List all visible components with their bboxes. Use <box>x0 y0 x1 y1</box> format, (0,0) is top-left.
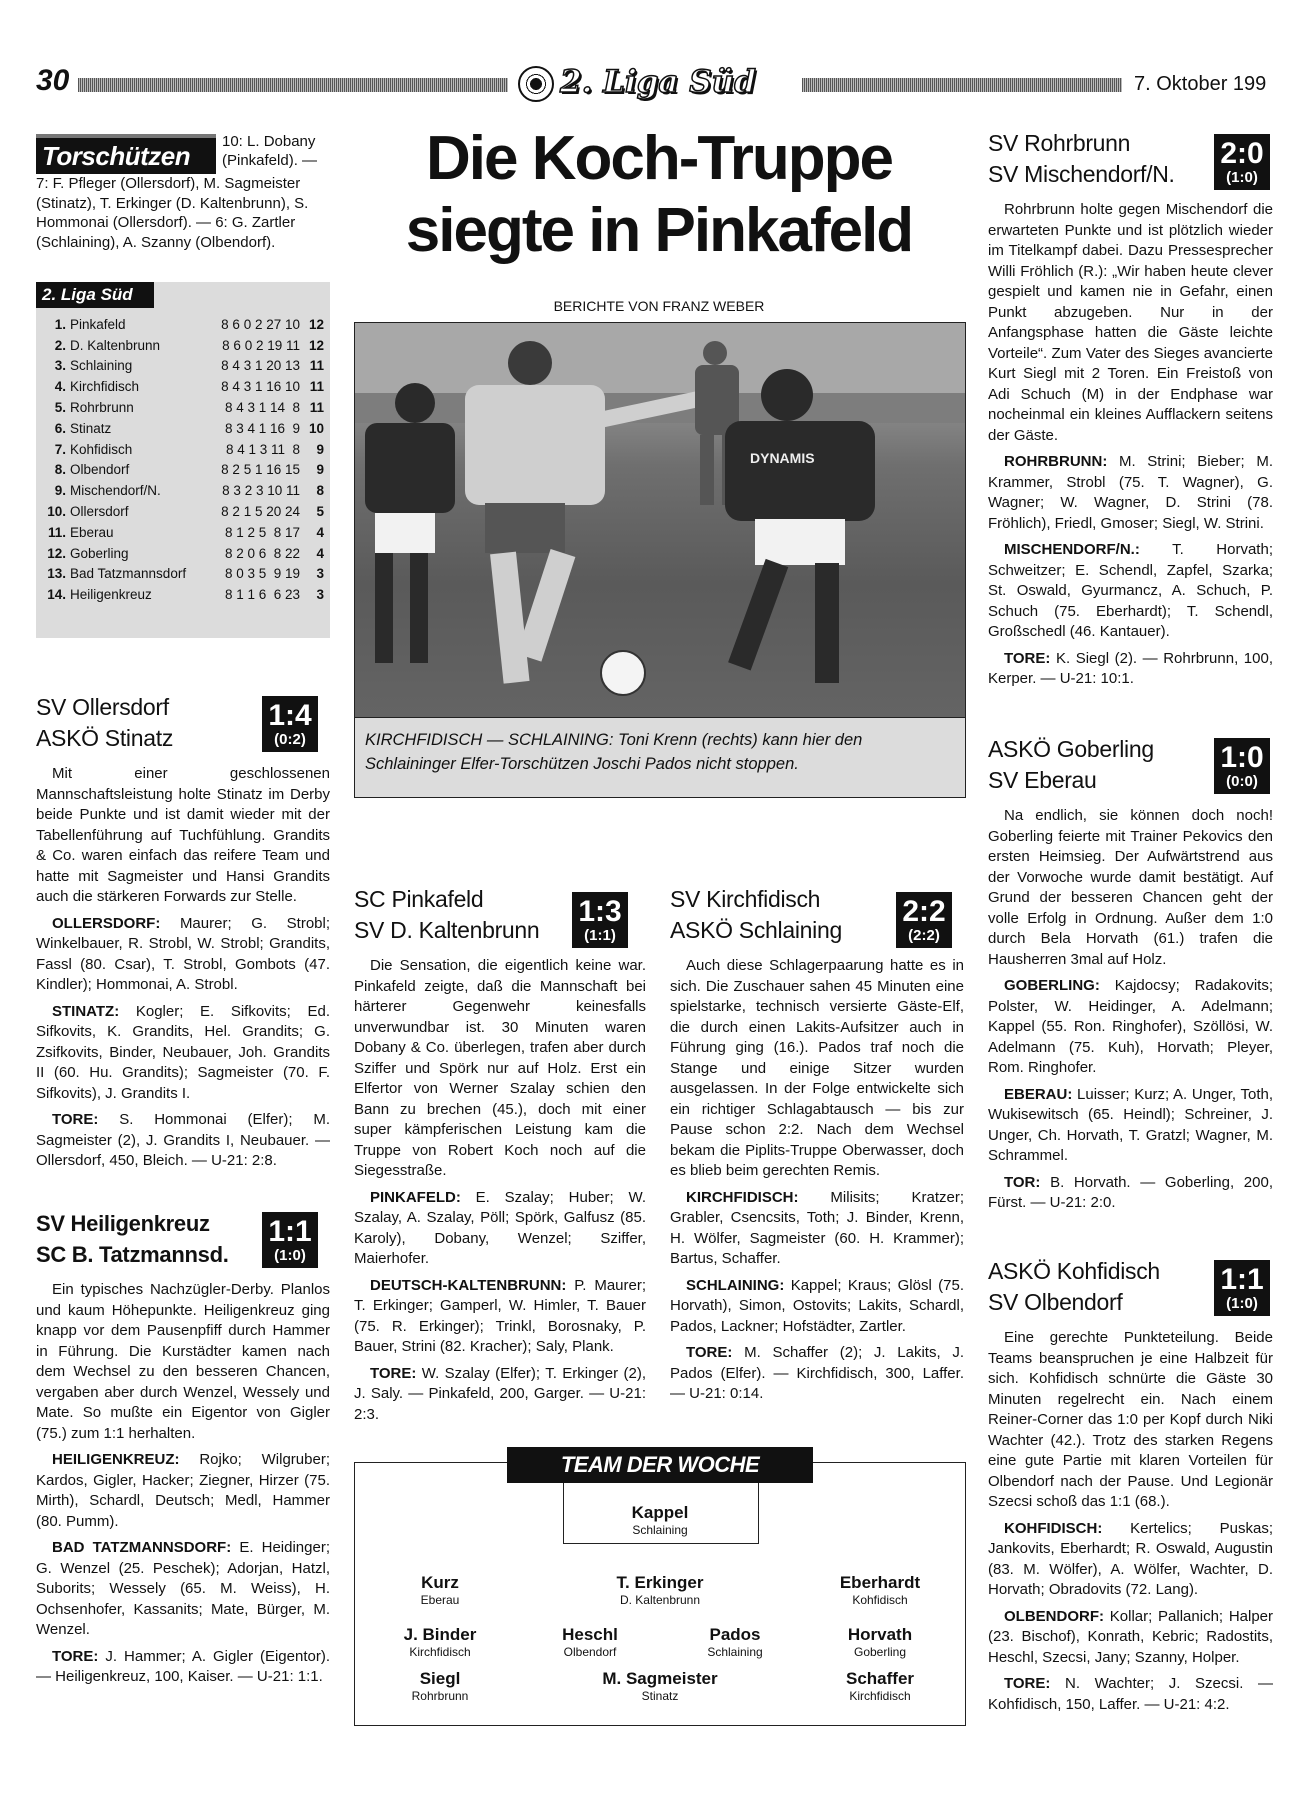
match-pinkafeld <box>354 884 646 1431</box>
position: 4. <box>54 379 66 395</box>
team-player <box>585 1573 735 1607</box>
team-player <box>660 1625 810 1659</box>
match-report: Die Sensation, die eigentlich keine war. Pinkafeld zeigte, daß die Mannschaft bei härterer Gegenwehr keinesfalls unverwundbar ist. 30 Minuten waren Dobany & Co. überlegen, trafen aber durch Sziffer und Spörk nur auf Holz. Erst ein Elfertor von Werner Szalay schien den Bann zu brechen (45.), doch mit einer super kämpferischen Leistung kam die Truppe von Robert Koch noch auf die Siegesstraße. <box>354 957 646 1179</box>
table-row <box>40 501 326 522</box>
team-stats: 8 2 0 6 8 22 <box>224 545 300 561</box>
team-name: D. Kaltenbrunn <box>70 337 161 353</box>
player-club: Schlaining <box>707 1645 763 1659</box>
torschuetzen-heading: Torschützen <box>36 134 216 174</box>
player-club: Eberau <box>420 1593 460 1607</box>
score-badge: 1:0 (0:0) <box>1214 738 1270 794</box>
score-badge: 1:4 (0:2) <box>262 696 318 752</box>
position: 13. <box>47 566 66 582</box>
lineup-home: KOHFIDISCH: Kertelics; Puskas; Jankovits, Eberhardt; R. Oswald, Augustin (83. M. Wölfer), A. Wölfer, Wachter, D. Horvath; Obradovits (72. Lang). <box>988 1519 1273 1598</box>
player-club: Goberling <box>853 1645 907 1659</box>
position: 3. <box>54 358 66 374</box>
position: 6. <box>54 420 66 436</box>
position: 5. <box>54 400 66 416</box>
torschuetzen-text: 7: F. Pfleger (Ollersdorf), M. Sagmeister (Stinatz), T. Erkinger (D. Kaltenbrunn), S. Hommonai (Ollersdorf). — 6: G. Zartler (Schlaining), A. Szanny (Olbendorf). <box>36 175 309 251</box>
team-stats: 8 4 3 1 14 8 <box>224 400 300 416</box>
points: 4 <box>316 545 324 561</box>
points: 12 <box>308 316 324 332</box>
table-row <box>40 356 326 377</box>
goals: TORE: N. Wachter; J. Szecsi. — Kohfidisch, 150, Laffer. — U-21: 4:2. <box>988 1675 1273 1713</box>
team-stats: 8 6 0 2 27 10 <box>221 316 300 332</box>
header-rule-left <box>78 78 508 92</box>
team-stats: 8 4 1 3 11 8 <box>225 441 300 457</box>
jersey-text: DYNAMIS <box>750 450 815 466</box>
team-stats: 8 4 3 1 20 13 <box>221 358 300 374</box>
team-stats: 8 2 1 5 20 24 <box>221 504 300 520</box>
team-name: Eberau <box>70 524 114 540</box>
section-logo <box>518 66 788 102</box>
points: 11 <box>309 379 324 395</box>
team-stats: 8 1 2 5 8 17 <box>224 524 300 540</box>
points: 11 <box>309 400 324 416</box>
lineup-home: PINKAFELD: E. Szalay; Huber; W. Szalay, A. Szalay, Pöll; Spörk, Galfusz (85. Karoly), Dobany, Wenzel; Sziffer, Maierhofer. <box>354 1188 646 1267</box>
team-stats: 8 0 3 5 9 19 <box>224 566 300 582</box>
lineup-away: BAD TATZMANNSDORF: E. Heidinger; G. Wenzel (25. Peschek); Adorjan, Hatzl, Suborits; Wessely (65. M. Weiss), H. Ochsenhofer, Kassanits; Mate, Bürger, M. Wenzel. <box>36 1539 330 1638</box>
league-table-heading: 2. Liga Süd <box>36 282 154 308</box>
points: 3 <box>316 566 324 582</box>
player-name: Eberhardt <box>839 1573 921 1592</box>
match-report: Auch diese Schlagerpaarung hatte es in sich. Die Zuschauer sahen 45 Minuten eine spielstarke, technisch versierte Gäste-Elf, die durch einen Lakits-Aufsitzer auch in Führung ging (16.). Pados traf noch die Stange und einige Sitzer wurden ausgelassen. In der Folge entwickelte sich ein richtiger Schlagabtausch — bis zur Pause schon 2:2. Nach dem Wechsel bekam die Piplits-Truppe Oberwasser, doch es blieb beim gerechten Remis. <box>670 957 964 1179</box>
table-row <box>40 522 326 543</box>
table-row <box>40 418 326 439</box>
lineup-away: OLBENDORF: Kollar; Pallanich; Halper (23. Bischof), Konrath, Kebric; Radostits, Heschl, Szecsi, Jany; Szanny, Holper. <box>988 1607 1274 1666</box>
team-stats: 8 4 3 1 16 10 <box>221 379 300 395</box>
player-name: Kappel <box>631 1503 689 1522</box>
points: 3 <box>316 587 324 603</box>
position: 10. <box>47 504 66 520</box>
points: 9 <box>316 462 324 478</box>
player-club: Olbendorf <box>563 1645 617 1659</box>
points: 11 <box>309 358 324 374</box>
team-player <box>365 1573 515 1607</box>
position: 2. <box>54 337 66 353</box>
team-name: Kohfidisch <box>70 441 133 457</box>
lineup-away: MISCHENDORF/N.: T. Horvath; Schweitzer; E. Schendl, Zapfel, Szarka; St. Oswald, Gyurmancz, A. Schuch, P. Schuch (75. Eberhardt); T. Schendl, Großschedl (46. Kantauer). <box>988 541 1273 640</box>
player-club: Kirchfidisch <box>409 1645 471 1659</box>
score-badge: 1:3 (1:1) <box>572 892 628 948</box>
points: 8 <box>316 483 324 499</box>
position: 7. <box>54 441 66 457</box>
match-report: Eine gerechte Punkteteilung. Beide Teams beanspruchen je eine Halbzeit für sich. Kohfidisch schnürte die Gäste 30 Minuten regelrecht ein. Nach einem Reiner-Corner das 1:0 per Kopf durch Niki Wachter (42.). Trotz des starken Regens eine gute Partie mit klaren Vorteilen für Olbendorf nach der Pause. Und Legionär Szecsi schoß das 1:1 (68.). <box>988 1329 1273 1510</box>
goals: TORE: J. Hammer; A. Gigler (Eigentor). — Heiligenkreuz, 100, Kaiser. — U-21: 1:1. <box>36 1647 330 1685</box>
team-stats: 8 3 2 3 10 11 <box>222 483 300 499</box>
match-photo <box>354 322 966 798</box>
match-away: SV Mischendorf/N. <box>988 161 1175 187</box>
league-table-box <box>36 282 330 638</box>
player-name: M. Sagmeister <box>602 1669 718 1688</box>
match-report: Rohrbrunn holte gegen Mischendorf die erwarteten Punkte und ist plötzlich wieder im Titelkampf dabei. Dazu Pressesprecher Willi Fröhlich (R.): „Wir haben heute clever gespielt und kamen nie in Gefahr, einen Punkt abzugeben. Nur in der Anfangsphase hatten die Gäste leichte Vorteile“. Zum Vater des Sieges avancierte Kurt Siegl mit 2 Toren. Ein Freistoß von Adi Schuch (M) in der Endphase war nocheinmal ein kleines Aufflackern seitens der Gäste. <box>988 201 1273 444</box>
match-away: SC B. Tatzmannsd. <box>36 1242 229 1267</box>
lineup-away: SCHLAINING: Kappel; Kraus; Glösl (75. Horvath), Simon, Ostovits; Lakits, Schardl, Pados, Lackner; Hofstädter, Zartler. <box>670 1276 964 1335</box>
table-row <box>40 480 326 501</box>
team-stats: 8 3 4 1 16 9 <box>224 420 300 436</box>
match-away: SV D. Kaltenbrunn <box>354 917 540 943</box>
goals: TORE: K. Siegl (2). — Rohrbrunn, 100, Kerper. — U-21: 10:1. <box>988 649 1273 687</box>
match-home: SC Pinkafeld <box>354 886 484 912</box>
table-row <box>40 335 326 356</box>
match-kirchfidisch <box>670 884 964 1411</box>
team-der-woche <box>354 1452 966 1726</box>
team-stats: 8 6 0 2 19 11 <box>222 337 300 353</box>
points: 12 <box>308 337 324 353</box>
ball-icon <box>601 651 645 695</box>
team-name: Schlaining <box>70 358 133 374</box>
team-der-woche-title: TEAM DER WOCHE <box>507 1447 813 1483</box>
table-row <box>40 376 326 397</box>
match-ollersdorf <box>36 692 330 1178</box>
player-name: T. Erkinger <box>616 1573 704 1592</box>
match-home: SV Heiligenkreuz <box>36 1211 210 1236</box>
player-club: D. Kaltenbrunn <box>619 1593 701 1607</box>
position: 1. <box>54 316 66 332</box>
headline-line2: siegte in Pinkafeld <box>405 196 913 265</box>
team-player <box>515 1625 665 1659</box>
goals: TOR: B. Horvath. — Goberling, 200, Fürst. — U-21: 2:0. <box>988 1173 1273 1211</box>
match-report: Ein typisches Nachzügler-Derby. Planlos und kaum Höhepunkte. Heiligenkreuz ging knapp vor dem Pausenpfiff durch Hammer in Führung. Die Kurstädter kamen nach dem Wechsel zu den besseren Chancen, vergaben aber durch Wenzel, Wessely und Mate. So mußte ein Eigentor von Gigler (75.) zum 1:1 herhalten. <box>36 1281 330 1442</box>
match-away: SV Olbendorf <box>988 1289 1123 1315</box>
lineup-home: ROHRBRUNN: M. Strini; Bieber; M. Krammer, Strobl (75. T. Wagner), G. Wagner; W. Wagner, D. Strini (78. Fröhlich), Friedl, Gmoser; Siegl, W. Strini. <box>988 453 1273 532</box>
player-name: Kurz <box>421 1573 459 1592</box>
points: 4 <box>316 524 324 540</box>
team-name: Rohrbrunn <box>70 400 134 416</box>
league-table <box>40 314 326 605</box>
table-row <box>40 397 326 418</box>
lineup-home: KIRCHFIDISCH: Milisits; Kratzer; Grabler, Csencsits, Toth; J. Binder, Krenn, H. Wölfer, Sagmeister (60. H. Krammer); Bartus, Schaffer. <box>670 1188 965 1267</box>
match-heiligenkreuz <box>36 1208 330 1694</box>
position: 14. <box>47 587 66 603</box>
match-goberling <box>988 734 1273 1220</box>
team-name: Goberling <box>70 545 129 561</box>
position: 12. <box>47 545 66 561</box>
match-report: Mit einer geschlossenen Mannschaftsleistung holte Stinatz im Derby beide Punkte und ist damit wieder mit der Tabellenführung auf Tuchfühlung. Grandits & Co. waren einfach das reifere Team und hatte mit Sagmeister und Hansi Grandits auch die stärkeren Forwards zur Stelle. <box>36 765 330 905</box>
match-home: ASKÖ Kohfidisch <box>988 1258 1160 1284</box>
position: 11. <box>47 524 66 540</box>
position: 8. <box>54 462 66 478</box>
lineup-home: OLLERSDORF: Maurer; G. Strobl; Winkelbauer, R. Strobl, W. Strobl; Grandits, Fassl (80. Csar), T. Strobl, Gombots (47. Kindler); Hommonai, A. Strobl. <box>36 914 331 993</box>
player-club: Stinatz <box>641 1689 679 1703</box>
team-name: Stinatz <box>70 420 112 436</box>
team-name: Heiligenkreuz <box>70 587 152 603</box>
match-home: ASKÖ Goberling <box>988 736 1154 762</box>
points: 5 <box>316 504 324 520</box>
score-badge: 1:1 (1:0) <box>1214 1260 1270 1316</box>
goals: TORE: S. Hommonai (Elfer); M. Sagmeister (2), J. Grandits I, Neubauer. — Ollersdorf, 450, Bleich. — U-21: 2:8. <box>36 1111 330 1169</box>
match-home: SV Rohrbrunn <box>988 130 1131 156</box>
team-player <box>585 1669 735 1703</box>
match-home: SV Ollersdorf <box>36 694 169 720</box>
match-away: SV Eberau <box>988 767 1097 793</box>
match-rohrbrunn <box>988 128 1273 696</box>
team-stats: 8 1 1 6 6 23 <box>224 587 300 603</box>
photo-caption-box <box>355 717 965 798</box>
photo-scene <box>355 323 965 717</box>
player-club: Kohfidisch <box>852 1593 908 1607</box>
player-name: Heschl <box>562 1625 618 1644</box>
table-row <box>40 460 326 481</box>
page-number: 30 <box>36 64 70 97</box>
score-badge: 2:2 (2:2) <box>896 892 952 948</box>
table-row <box>40 543 326 564</box>
headline <box>354 124 964 268</box>
match-away: ASKÖ Stinatz <box>36 725 174 751</box>
points: 9 <box>316 441 324 457</box>
team-name: Kirchfidisch <box>70 379 140 395</box>
team-player <box>585 1503 735 1537</box>
points: 10 <box>308 420 324 436</box>
team-player <box>805 1625 955 1659</box>
match-home: SV Kirchfidisch <box>670 886 821 912</box>
lineup-away: STINATZ: Kogler; E. Sifkovits; Ed. Sifkovits, K. Grandits, Hel. Grandits; G. Zsifkovits, Binder, Neubauer, Joh. Grandits II (60. Hu. Grandits); Sagmeister (70. F. Sifkovits), J. Grandits I. <box>36 1002 330 1102</box>
player-name: Siegl <box>419 1669 461 1688</box>
team-name: Ollersdorf <box>70 504 129 520</box>
headline-line1: Die Koch-Truppe <box>425 124 893 193</box>
team-name: Olbendorf <box>70 462 130 478</box>
team-player <box>805 1669 955 1703</box>
torschuetzen-top: 10: L. Dobany (Pinkafeld). — <box>222 133 318 169</box>
table-row <box>40 584 326 605</box>
lineup-away: EBERAU: Luisser; Kurz; A. Unger, Toth, Wukisewitsch (65. Heindl); Schreiner, J. Unger, Ch. Horvath, T. Gratzl; Wagner, M. Schrammel. <box>988 1085 1273 1164</box>
football-icon <box>518 66 554 102</box>
player-name: Schaffer <box>845 1669 915 1688</box>
table-row <box>40 564 326 585</box>
score-badge: 1:1 (1:0) <box>262 1212 318 1268</box>
byline: BERICHTE VON FRANZ WEBER <box>553 298 765 314</box>
team-name: Bad Tatzmannsdorf <box>70 566 187 582</box>
goals: TORE: W. Szalay (Elfer); T. Erkinger (2), J. Saly. — Pinkafeld, 200, Garger. — U-21: 2:3. <box>354 1364 646 1423</box>
team-player <box>365 1625 515 1659</box>
goals: TORE: M. Schaffer (2); J. Lakits, J. Pados (Elfer). — Kirchfidisch, 300, Laffer. — U-21: 0:14. <box>670 1344 965 1402</box>
player-club: Rohrbrunn <box>411 1689 469 1703</box>
team-player <box>365 1669 515 1703</box>
match-report: Na endlich, sie können doch noch! Goberling feierte mit Trainer Pekovics den ersten Heimsieg. Der Aufwärtstrend aus der Vorwoche wurde damit bestätigt. Auf Grund der besseren Chancen geht der volle Erfolg in Ordnung. Außer dem 1:0 durch Bela Horvath (61.) trafen die Hausherren 3mal auf Holz. <box>988 807 1273 968</box>
player-club: Kirchfidisch <box>849 1689 911 1703</box>
team-name: Pinkafeld <box>70 316 126 332</box>
player-club: Schlaining <box>632 1523 688 1537</box>
table-row <box>40 314 326 335</box>
player-name: Horvath <box>847 1625 913 1644</box>
table-row <box>40 439 326 460</box>
position: 9. <box>54 483 66 499</box>
player-name: J. Binder <box>403 1625 477 1644</box>
lineup-away: DEUTSCH-KALTENBRUNN: P. Maurer; T. Erkinger; Gamperl, W. Himler, T. Bauer (75. R. Erkinger); Trinkl, Borosnaky, P. Bauer, Strini (82. Kracher); Saly, Plank. <box>354 1276 646 1355</box>
score-badge: 2:0 (1:0) <box>1214 134 1270 190</box>
issue-date: 7. Oktober 199 <box>1130 73 1266 95</box>
team-name: Mischendorf/N. <box>70 483 161 499</box>
photo-caption: KIRCHFIDISCH — SCHLAINING: Toni Krenn (rechts) kann hier den Schlaininger Elfer-Torschützen Joschi Pados nicht stoppen. <box>365 731 863 773</box>
match-kohfidisch <box>988 1256 1273 1721</box>
section-title: 2. Liga Süd <box>560 64 756 100</box>
player-name: Pados <box>709 1625 761 1644</box>
match-away: ASKÖ Schlaining <box>670 917 842 943</box>
team-stats: 8 2 5 1 16 15 <box>221 462 300 478</box>
lineup-home: GOBERLING: Kajdocsy; Radakovits; Polster, W. Heidinger, A. Adelmann; Kappel (55. Ron. Ringhofer), Szöllösi, W. Adelmann (75. Kuh), Horvath; Pleyer, Rom. Ringhofer. <box>988 977 1273 1076</box>
lineup-home: HEILIGENKREUZ: Rojko; Wilgruber; Kardos, Gigler, Hacker; Ziegner, Hirzer (75. Mirth), Schardl, Deutsch; Medl, Hammer (80. Pumm). <box>36 1451 330 1530</box>
team-player <box>805 1573 955 1607</box>
header-rule-right <box>802 78 1122 92</box>
